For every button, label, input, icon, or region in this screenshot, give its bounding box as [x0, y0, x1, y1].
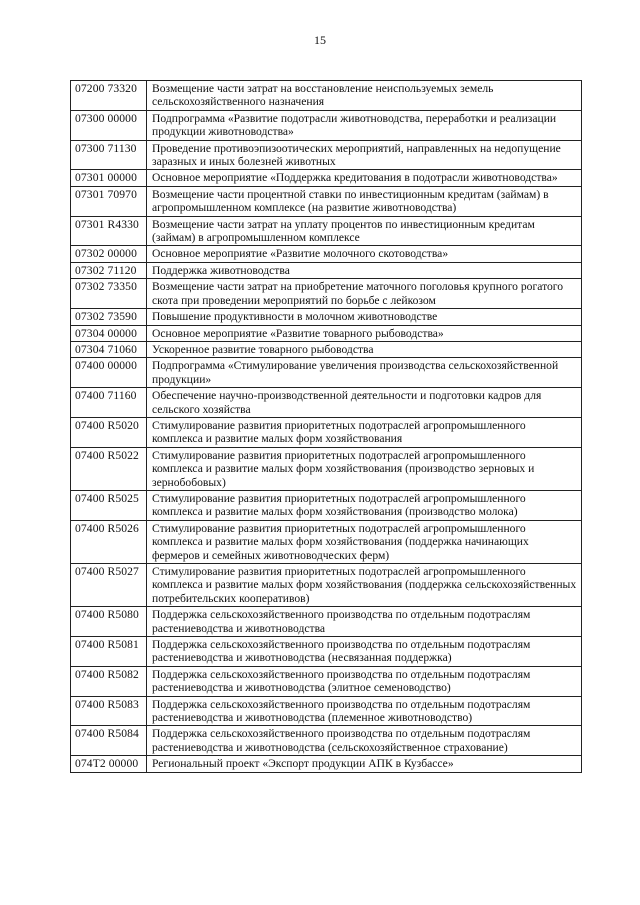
row-description: Стимулирование развития приоритетных подотраслей агропромышленного комплекса и развитие малых форм хозяйствования (производство молока)	[147, 490, 582, 520]
table-row	[71, 696, 582, 726]
table-row	[71, 607, 582, 637]
row-code: 07400 R5027	[71, 564, 147, 607]
table-row	[71, 81, 582, 111]
row-code: 07200 73320	[71, 81, 147, 111]
row-description: Поддержка сельскохозяйственного производства по отдельным подотраслям растениеводства и животноводства (племенное животноводство)	[147, 696, 582, 726]
row-description: Возмещение части затрат на уплату процентов по инвестиционным кредитам (займам) в агропромышленном комплексе	[147, 216, 582, 246]
row-code: 074T2 00000	[71, 756, 147, 772]
table-row	[71, 262, 582, 278]
row-code: 07300 00000	[71, 110, 147, 140]
table-row	[71, 388, 582, 418]
row-description: Стимулирование развития приоритетных подотраслей агропромышленного комплекса и развитие малых форм хозяйствования	[147, 417, 582, 447]
row-description: Стимулирование развития приоритетных подотраслей агропромышленного комплекса и развитие малых форм хозяйствования (поддержка начинающих фермеров и семейных животноводческих ферм)	[147, 520, 582, 563]
table-row	[71, 417, 582, 447]
row-description: Основное мероприятие «Развитие молочного скотоводства»	[147, 246, 582, 262]
budget-codes-table	[70, 80, 582, 773]
row-description: Проведение противоэпизоотических мероприятий, направленных на недопущение заразных и иных болезней животных	[147, 140, 582, 170]
row-description: Подпрограмма «Стимулирование увеличения производства сельскохозяйственной продукции»	[147, 358, 582, 388]
table-row	[71, 490, 582, 520]
row-code: 07400 71160	[71, 388, 147, 418]
row-description: Поддержка сельскохозяйственного производства по отдельным подотраслям растениеводства и животноводства (несвязанная поддержка)	[147, 637, 582, 667]
row-code: 07400 R5025	[71, 490, 147, 520]
row-description: Основное мероприятие «Поддержка кредитования в подотрасли животноводства»	[147, 170, 582, 186]
table-row	[71, 170, 582, 186]
row-description: Стимулирование развития приоритетных подотраслей агропромышленного комплекса и развитие малых форм хозяйствования (производство зерновых и зернобобовых)	[147, 447, 582, 490]
table-row	[71, 341, 582, 357]
page-number: 15	[314, 33, 326, 47]
row-description: Возмещение части процентной ставки по инвестиционным кредитам (займам) в агропромышленном комплексе (на развитие животноводства)	[147, 186, 582, 216]
table-body	[71, 81, 582, 773]
row-code: 07302 00000	[71, 246, 147, 262]
row-code: 07400 R5080	[71, 607, 147, 637]
row-code: 07302 73590	[71, 309, 147, 325]
table-row	[71, 186, 582, 216]
table-row	[71, 309, 582, 325]
table-row	[71, 564, 582, 607]
table-row	[71, 447, 582, 490]
row-description: Поддержка сельскохозяйственного производства по отдельным подотраслям растениеводства и животноводства	[147, 607, 582, 637]
row-code: 07300 71130	[71, 140, 147, 170]
row-code: 07304 00000	[71, 325, 147, 341]
row-code: 07400 00000	[71, 358, 147, 388]
row-code: 07302 71120	[71, 262, 147, 278]
row-description: Возмещение части затрат на восстановление неиспользуемых земель сельскохозяйственного назначения	[147, 81, 582, 111]
row-code: 07301 00000	[71, 170, 147, 186]
row-code: 07400 R5083	[71, 696, 147, 726]
row-code: 07400 R5082	[71, 666, 147, 696]
row-code: 07400 R5084	[71, 726, 147, 756]
row-description: Поддержка сельскохозяйственного производства по отдельным подотраслям растениеводства и животноводства (сельскохозяйственное страхование)	[147, 726, 582, 756]
table-row	[71, 726, 582, 756]
row-code: 07400 R5081	[71, 637, 147, 667]
row-description: Стимулирование развития приоритетных подотраслей агропромышленного комплекса и развитие малых форм хозяйствования (поддержка сельскохозяйственных потребительских кооперативов)	[147, 564, 582, 607]
row-description: Подпрограмма «Развитие подотрасли животноводства, переработки и реализации продукции животноводства»	[147, 110, 582, 140]
row-description: Возмещение части затрат на приобретение маточного поголовья крупного рогатого скота при проведении мероприятий по борьбе с лейкозом	[147, 279, 582, 309]
table-row	[71, 358, 582, 388]
row-code: 07400 R5022	[71, 447, 147, 490]
row-code: 07301 70970	[71, 186, 147, 216]
row-description: Ускоренное развитие товарного рыбоводства	[147, 341, 582, 357]
row-code: 07400 R5020	[71, 417, 147, 447]
table-row	[71, 246, 582, 262]
row-code: 07304 71060	[71, 341, 147, 357]
row-description: Основное мероприятие «Развитие товарного рыбоводства»	[147, 325, 582, 341]
row-code: 07400 R5026	[71, 520, 147, 563]
table-row	[71, 140, 582, 170]
table-row	[71, 279, 582, 309]
table-row	[71, 637, 582, 667]
table-row	[71, 756, 582, 772]
table-row	[71, 325, 582, 341]
row-code: 07302 73350	[71, 279, 147, 309]
table-row	[71, 216, 582, 246]
row-description: Обеспечение научно-производственной деятельности и подготовки кадров для сельского хозяйства	[147, 388, 582, 418]
row-code: 07301 R4330	[71, 216, 147, 246]
row-description: Повышение продуктивности в молочном животноводстве	[147, 309, 582, 325]
table-row	[71, 110, 582, 140]
table-row	[71, 666, 582, 696]
row-description: Региональный проект «Экспорт продукции АПК в Кузбассе»	[147, 756, 582, 772]
row-description: Поддержка животноводства	[147, 262, 582, 278]
row-description: Поддержка сельскохозяйственного производства по отдельным подотраслям растениеводства и животноводства (элитное семеноводство)	[147, 666, 582, 696]
table-row	[71, 520, 582, 563]
